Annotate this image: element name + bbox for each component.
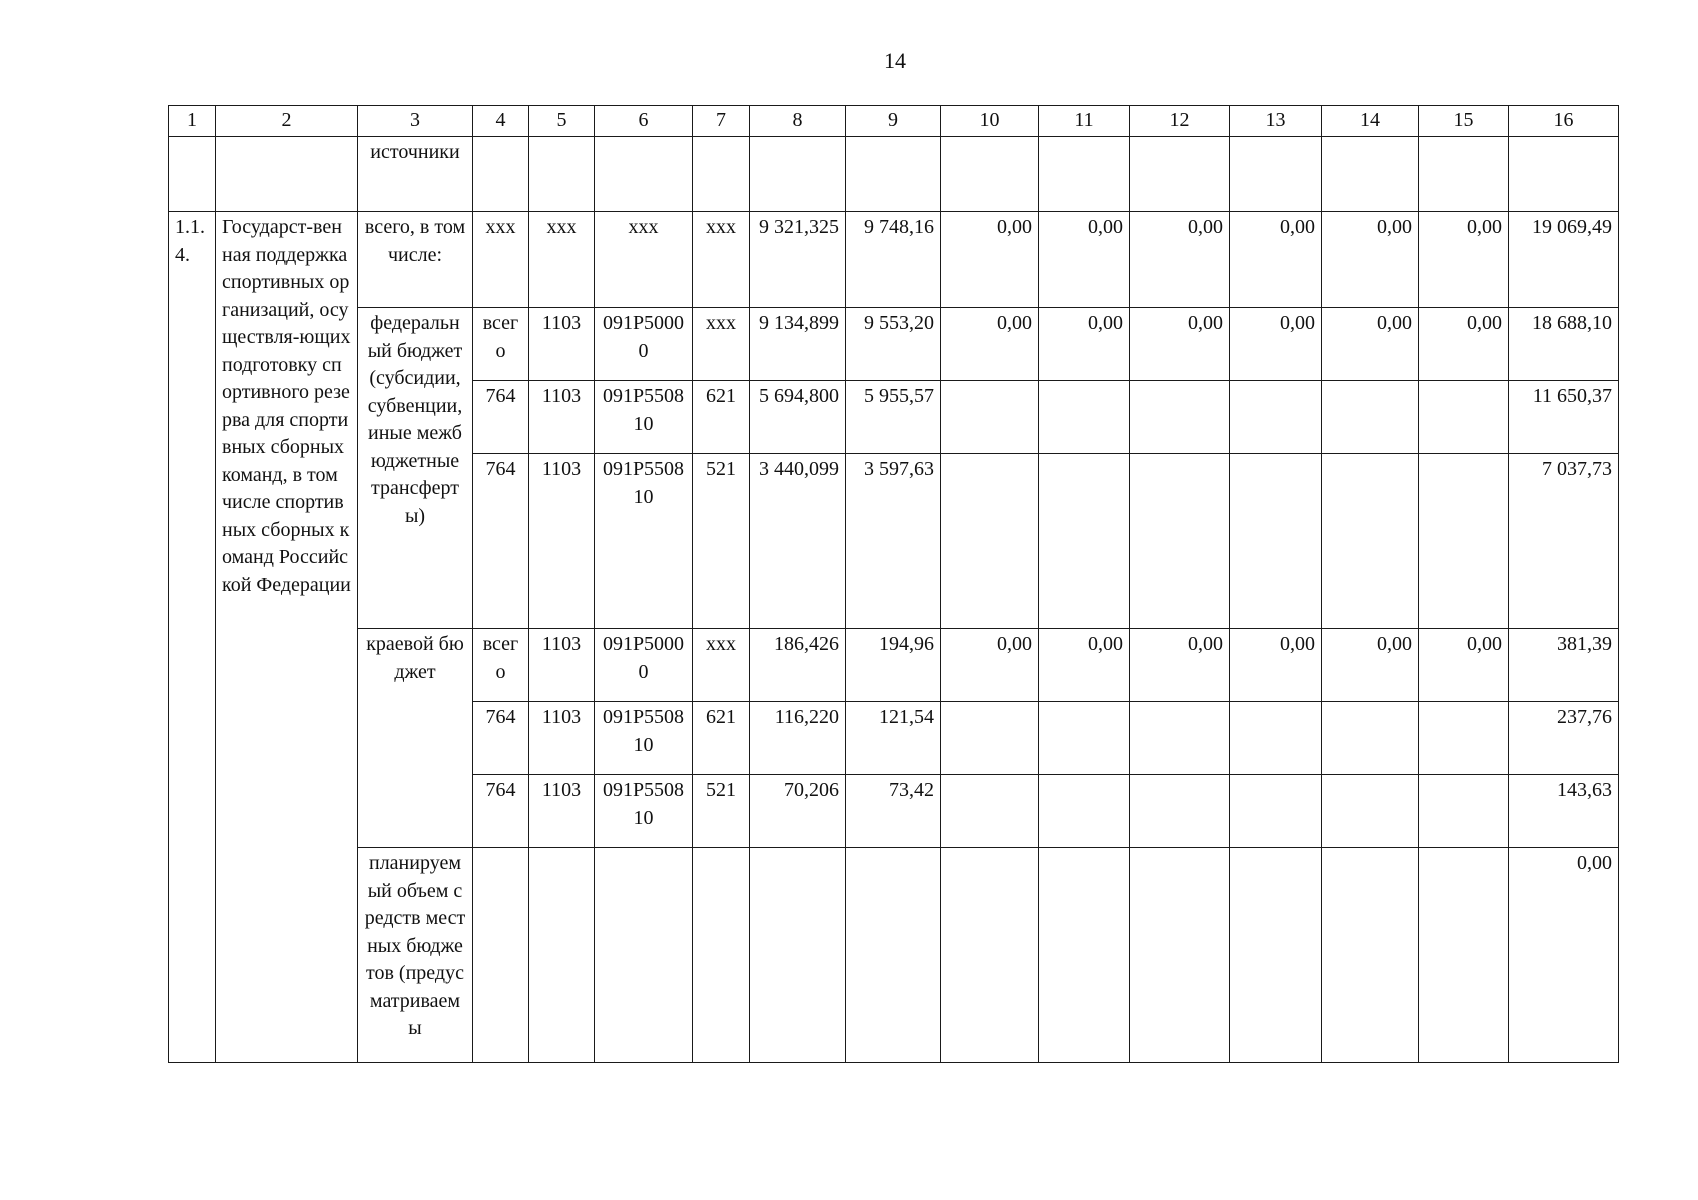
cell-c5: 1103	[529, 702, 595, 775]
cell-c16: 11 650,37	[1509, 381, 1619, 454]
cell-c9: 194,96	[846, 629, 941, 702]
table-row	[169, 308, 1619, 381]
cell-c9: 9 553,20	[846, 308, 941, 381]
cell-c6: 091P50000	[595, 629, 693, 702]
continuation-row	[169, 137, 1619, 212]
cell-c8: 70,206	[750, 775, 846, 848]
cell-c8: 116,220	[750, 702, 846, 775]
header-cell: 13	[1230, 106, 1322, 137]
cell-c6: xxx	[595, 212, 693, 308]
header-cell: 2	[216, 106, 358, 137]
cell-c10: 0,00	[941, 308, 1039, 381]
cell-c7: 521	[693, 454, 750, 629]
page-number: 14	[884, 48, 906, 73]
cell-c6: 091P550810	[595, 775, 693, 848]
cell-c16: 0,00	[1509, 848, 1619, 1063]
cell-c8: 9 134,899	[750, 308, 846, 381]
cell-c12: 0,00	[1130, 212, 1230, 308]
cell-c4: 764	[473, 775, 529, 848]
header-row	[169, 106, 1619, 137]
cell-c8: 3 440,099	[750, 454, 846, 629]
cell-c8: 9 321,325	[750, 212, 846, 308]
cell-c10: 0,00	[941, 212, 1039, 308]
cell-c4: xxx	[473, 212, 529, 308]
cell-c14: 0,00	[1322, 212, 1419, 308]
cell-c9: 3 597,63	[846, 454, 941, 629]
cell-c9: 9 748,16	[846, 212, 941, 308]
cell-c5: 1103	[529, 629, 595, 702]
cell-c4: 764	[473, 454, 529, 629]
cell-c9: 5 955,57	[846, 381, 941, 454]
cell-c11: 0,00	[1039, 212, 1130, 308]
cell-c5: xxx	[529, 212, 595, 308]
cell-c13: 0,00	[1230, 629, 1322, 702]
cell-c15: 0,00	[1419, 308, 1509, 381]
cell-c8: 5 694,800	[750, 381, 846, 454]
cell-c7: 621	[693, 702, 750, 775]
header-cell: 8	[750, 106, 846, 137]
cell-c4: всего	[473, 308, 529, 381]
cell-c12: 0,00	[1130, 629, 1230, 702]
cell-c9: 121,54	[846, 702, 941, 775]
header-cell: 10	[941, 106, 1039, 137]
cell-c11: 0,00	[1039, 629, 1130, 702]
cell-c4: всего	[473, 629, 529, 702]
cell-c13: 0,00	[1230, 212, 1322, 308]
cell-c16: 18 688,10	[1509, 308, 1619, 381]
item-number: 1.1.4.	[169, 212, 216, 1063]
cell-c7: xxx	[693, 629, 750, 702]
cell-c5: 1103	[529, 775, 595, 848]
header-cell: 6	[595, 106, 693, 137]
cell-c16: 143,63	[1509, 775, 1619, 848]
cell-c15: 0,00	[1419, 212, 1509, 308]
cell-c4: 764	[473, 381, 529, 454]
cell-c7: 621	[693, 381, 750, 454]
cell-c14: 0,00	[1322, 308, 1419, 381]
table-row	[169, 848, 1619, 1063]
row-label-regional: краевой бюджет	[358, 629, 473, 848]
header-cell: 16	[1509, 106, 1619, 137]
cell-c16: 237,76	[1509, 702, 1619, 775]
header-cell: 4	[473, 106, 529, 137]
cell-c6: 091P550810	[595, 454, 693, 629]
cell-c14: 0,00	[1322, 629, 1419, 702]
header-cell: 5	[529, 106, 595, 137]
cell-c6: 091P550810	[595, 702, 693, 775]
header-cell: 1	[169, 106, 216, 137]
header-cell: 11	[1039, 106, 1130, 137]
cell-c9: 73,42	[846, 775, 941, 848]
header-cell: 14	[1322, 106, 1419, 137]
header-cell: 3	[358, 106, 473, 137]
header-cell: 7	[693, 106, 750, 137]
cell-c11: 0,00	[1039, 308, 1130, 381]
cell-c7: xxx	[693, 212, 750, 308]
row-label-federal: федеральный бюджет (субсидии, субвенции, иные межбюджетные трансферты)	[358, 308, 473, 629]
cell-c5: 1103	[529, 381, 595, 454]
cell-c15: 0,00	[1419, 629, 1509, 702]
table-row	[169, 629, 1619, 702]
cell-c5: 1103	[529, 308, 595, 381]
row-label-total: всего, в том числе:	[358, 212, 473, 308]
cell-c4: 764	[473, 702, 529, 775]
cell-c12: 0,00	[1130, 308, 1230, 381]
cell-c16: 7 037,73	[1509, 454, 1619, 629]
item-title: Государст-венная поддержка спортивных организаций, осуществля-ющих подготовку спортивного резерва для спортивных сборных команд, в том числе спортивных сборных команд Российской Федерации	[216, 212, 358, 1063]
header-cell: 9	[846, 106, 941, 137]
budget-table	[168, 105, 1619, 1063]
cell-c6: 091P550810	[595, 381, 693, 454]
cell-c7: xxx	[693, 308, 750, 381]
table-row	[169, 212, 1619, 308]
cell-c16: 381,39	[1509, 629, 1619, 702]
cell-c10: 0,00	[941, 629, 1039, 702]
cell-c8: 186,426	[750, 629, 846, 702]
header-cell: 12	[1130, 106, 1230, 137]
cell-c16: 19 069,49	[1509, 212, 1619, 308]
cell-c5: 1103	[529, 454, 595, 629]
cell-c7: 521	[693, 775, 750, 848]
cell-c13: 0,00	[1230, 308, 1322, 381]
source-label: источники	[358, 137, 473, 212]
cell-c6: 091P50000	[595, 308, 693, 381]
header-cell: 15	[1419, 106, 1509, 137]
row-label-local: планируемый объем средств местных бюджетов (предусматриваемы	[358, 848, 473, 1063]
